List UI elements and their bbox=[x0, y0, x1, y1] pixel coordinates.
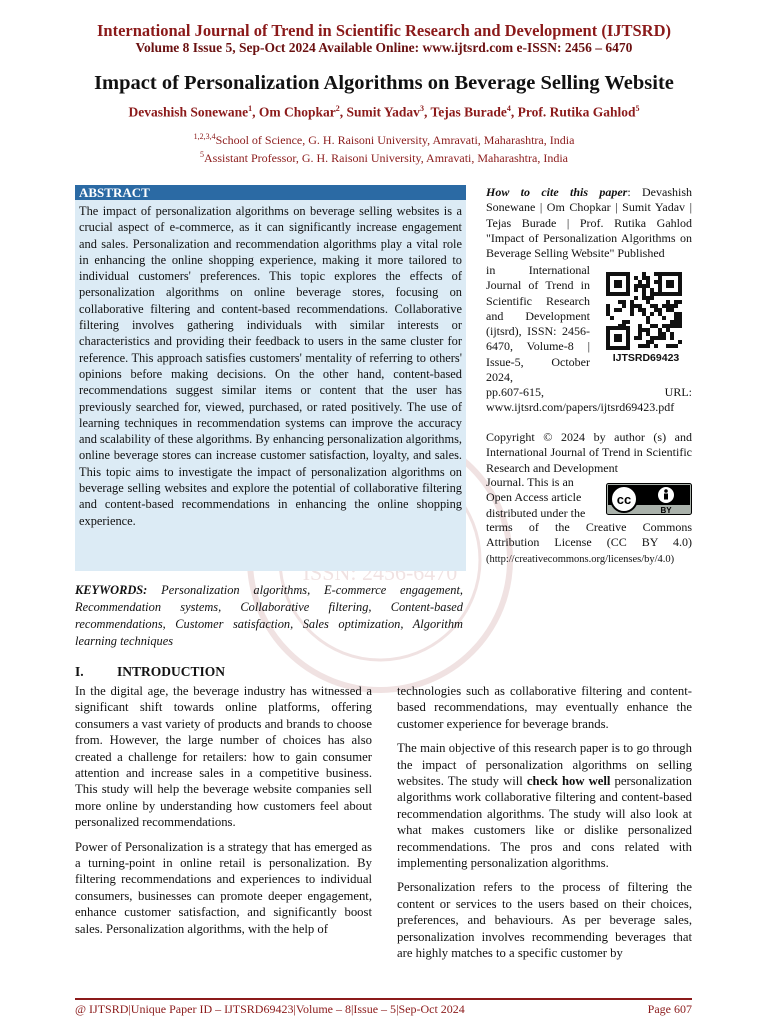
author: Sumit Yadav bbox=[346, 104, 420, 120]
volume-line: Volume 8 Issue 5, Sep-Oct 2024 Available Online: www.ijtsrd.com e-ISSN: 2456 – 6470 bbox=[135, 40, 633, 55]
cc-badge-text: BY bbox=[660, 506, 672, 515]
section-title: INTRODUCTION bbox=[117, 664, 226, 679]
section-number: I. bbox=[75, 664, 84, 679]
keywords-label: KEYWORDS: bbox=[75, 583, 148, 597]
paragraph-text: The main objective of this research paper is to go through the impact of personalization algorithms on selling websites. The study will bbox=[397, 741, 692, 789]
column-right bbox=[397, 683, 692, 970]
paragraph: technologies such as collaborative filtering and content-based recommendations, may eventually enhance the customer experience for beverage brands. bbox=[397, 684, 692, 731]
keywords-text: Personalization algorithms, E-commerce engagement, Recommendation systems, Collaborative filtering, Content-based recommendations, Customer satisfaction, Sales optimization, Algorithm learning techniques bbox=[75, 583, 463, 648]
paragraph: Personalization refers to the process of filtering the content or services to the users based on their choices, preferences, and behaviours. As per beverage sales, personalization involves recommending beverages that are highly matches to a specific customer by bbox=[397, 880, 692, 961]
footer-period: Sep-Oct 2024 bbox=[398, 1002, 465, 1016]
author: Tejas Burade bbox=[430, 104, 507, 120]
paragraph: In the digital age, the beverage industry has witnessed a significant shift towards online platforms, offering consumers a vast variety of products and brands to choose from. However, the large number of choices has also created a challenge for retailers: how to gain consumer attention and increase sales in a competitive business. This study will help the beverage website companies sell more online by understanding how customers feel about personalized recommendations. bbox=[75, 684, 372, 830]
license-url[interactable]: (http://creativecommons.org/licenses/by/4.0) bbox=[486, 553, 675, 565]
page-number: Page 607 bbox=[647, 1002, 692, 1016]
paragraph bbox=[397, 740, 692, 871]
paragraph-text: personalization algorithms work collaborative filtering and content-based recommendation algorithms. The study will also look at what makes customers like or dislike personalized recommendations. The pros and cons related with implementing personalization algorithms. bbox=[397, 774, 692, 871]
author-sup: 2 bbox=[335, 104, 340, 113]
copyright-text-bottom: terms of the Creative Commons Attribution License (CC BY 4.0) bbox=[486, 520, 692, 550]
author-list: Devashish Sonewane$^1$, Om Chopkar$^2$, Sumit Yadav$^3$, Tejas Burade$^4$, Prof. Rutika Gahlod$^5$ bbox=[128, 104, 640, 120]
affiliation-sup: 1,2,3,4 bbox=[193, 132, 216, 141]
author-sup: 1 bbox=[248, 104, 253, 113]
footer-sep: | bbox=[293, 1002, 296, 1016]
affiliation-1 bbox=[0, 132, 768, 148]
footer-sep: | bbox=[396, 1002, 399, 1016]
author-sup: 4 bbox=[506, 104, 511, 113]
keywords bbox=[75, 582, 463, 650]
section-heading bbox=[75, 664, 225, 680]
watermark-text: ISSN: 2456-6470 bbox=[302, 560, 458, 585]
affiliation-text: School of Science, G. H. Raisoni University, Amravati, Maharashtra, India bbox=[215, 133, 575, 147]
column-left bbox=[75, 683, 372, 945]
abstract-heading: ABSTRACT bbox=[75, 185, 466, 200]
citation-top bbox=[486, 185, 692, 261]
footer-issue: Issue – 5 bbox=[353, 1002, 397, 1016]
footer-sep: | bbox=[350, 1002, 354, 1016]
affiliation-sup: 5 bbox=[199, 150, 204, 159]
footer-volume: Volume – 8 bbox=[295, 1002, 351, 1016]
author: Prof. Rutika Gahlod bbox=[517, 104, 636, 120]
footer-paper-id: Unique Paper ID – IJTSRD69423 bbox=[130, 1002, 294, 1016]
journal-name: International Journal of Trend in Scientific Research and Development (IJTSRD) bbox=[97, 21, 671, 40]
citation-label: How to cite this paper bbox=[486, 185, 628, 199]
qr-label: IJTSRD69423 bbox=[612, 352, 680, 364]
paragraph-bold: check how well bbox=[526, 774, 611, 789]
qr-code-icon[interactable] bbox=[604, 270, 684, 352]
copyright-top: Copyright © 2024 by author (s) and International Journal of Trend in Scientific Research and Development bbox=[486, 430, 692, 475]
copyright-bottom bbox=[486, 520, 692, 567]
affiliation-text: Assistant Professor, G. H. Raisoni University, Amravati, Maharashtra, India bbox=[203, 151, 568, 165]
paragraph: Power of Personalization is a strategy that has emerged as a turning-point in online retail is personalization. By filtering recommendations and experiences to individual consumers, businesses can promote deeper engagement, enhance customer satisfaction, and significantly boost sales. Personalization algorithms, with the help of bbox=[75, 839, 372, 936]
author-sup: 5 bbox=[635, 104, 640, 113]
footer-journal: @ IJTSRD bbox=[75, 1002, 129, 1016]
footer-sep: | bbox=[128, 1002, 131, 1016]
citation-text-top: : Devashish Sonewane | Om Chopkar | Sumit Yadav | Tejas Burade | Prof. Rutika Gahlod "Impact of Personalization Algorithms on Beverage Selling Website" Published bbox=[486, 185, 693, 261]
abstract-body: The impact of personalization algorithms on beverage selling websites is a crucial aspect of e-commerce, as it can significantly increase engagement and sales. Personalization and recommendation algorithms play a vital role in enhancing the online shopping experience, making it more tailored to individual customers' preferences. This topic explores the effects of personalization algorithms on online beverage stores, focusing on collaborative filtering and content-based recommendations. Collaborative filtering involves gathering individuals with similar interests or characteristics and providing their feedback to users in the same cluster for reference. This approach satisfies customers' mentality of referring to others' opinions before making decisions. On the other hand, content-based recommendations suggest similar items or content that the user has previously searched for, viewed, purchased, or rated positively. The use of learning techniques in recommendation systems can improve the accuracy and scalability of these algorithms. By enhancing personalization algorithms, online beverage stores can increase customer satisfaction, loyalty, and sales. This topic aims to investigate the impact of personalization algorithms on beverage selling websites and explore the potential of collaborative filtering and content-based recommendations in enhancing the online shopping experience. bbox=[75, 200, 466, 571]
citation-text-left: in International Journal of Trend in Scientific Research and Development (ijtsrd), ISSN: 2456-6470, Volume-8 | Issue-5, October 2024, bbox=[486, 263, 590, 385]
svg-text:cc: cc bbox=[616, 492, 632, 507]
author: Om Chopkar bbox=[258, 104, 336, 120]
author: Devashish Sonewane bbox=[128, 104, 249, 120]
citation-text-bottom[interactable]: pp.607-615, URL: www.ijtsrd.com/papers/ijtsrd69423.pdf bbox=[486, 385, 692, 415]
copyright-left: Journal. This is an Open Access article distributed under the bbox=[486, 475, 586, 520]
affiliation-2 bbox=[0, 150, 768, 166]
footer-rule bbox=[75, 998, 692, 1000]
paper-title: Impact of Personalization Algorithms on Beverage Selling Website bbox=[94, 72, 674, 94]
cc-by-license-icon[interactable] bbox=[606, 483, 692, 515]
author-sup: 3 bbox=[419, 104, 424, 113]
footer bbox=[75, 1002, 692, 1017]
